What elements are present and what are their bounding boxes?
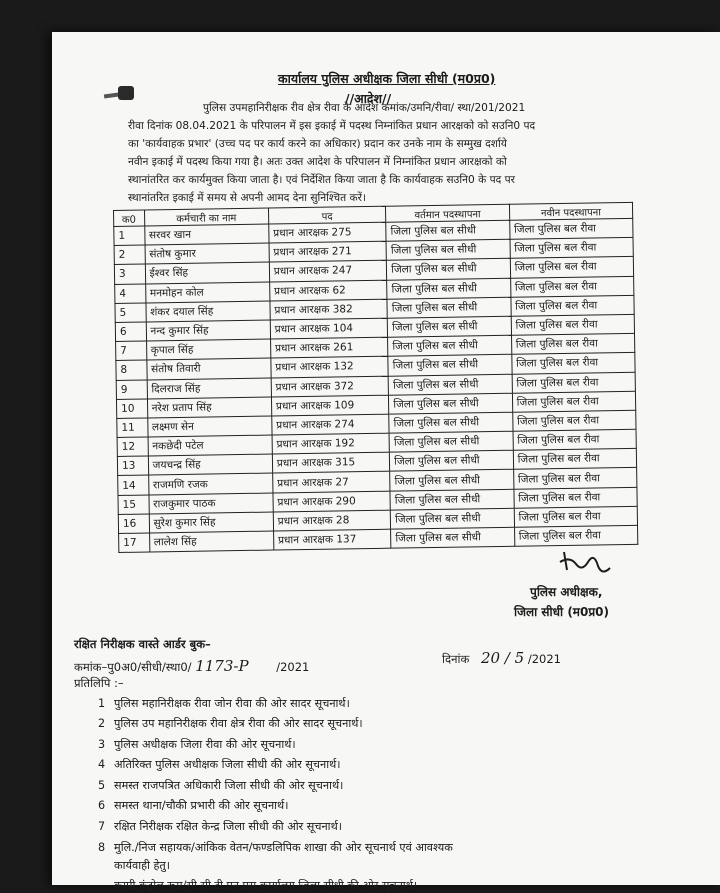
current-posting-cell: जिला पुलिस बल सीधी <box>388 374 512 395</box>
name-cell: लक्ष्मण सेन <box>147 416 272 437</box>
distribution-text: पुलिस अधीक्षक जिला रीवा की ओर सूचनार्थ। <box>114 738 296 751</box>
distribution-number: 2 <box>98 717 106 730</box>
current-posting-cell: जिला पुलिस बल सीधी <box>387 259 511 280</box>
distribution-text: मुलि./निज सहायक/आंकिक वेतन/फण्डलिपिक शाखा की ओर सूचनार्थ एवं आवश्यक <box>114 841 453 854</box>
body-line: स्थानांतरित इकाई में समय से अपनी आमद देना सुनिश्चित करें। <box>128 192 366 204</box>
name-cell: कृपाल सिंह <box>146 339 271 360</box>
current-posting-cell: जिला पुलिस बल सीधी <box>389 431 513 452</box>
new-posting-cell: जिला पुलिस बल रीवा <box>510 276 634 297</box>
distribution-text: कार्यवाही हेतु। <box>114 859 171 872</box>
new-posting-cell: जिला पुलिस बल रीवा <box>510 238 634 259</box>
name-cell: मनमोहन कोल <box>145 282 270 303</box>
body-line: स्थानांतरित कर कार्यमुक्त किया जाता है। एवं निर्देशित किया जाता है कि कार्यवाहक सउनि0 के पद पर <box>128 174 515 186</box>
serial-cell: 9 <box>116 379 147 399</box>
distribution-item <box>98 737 296 752</box>
serial-cell: 7 <box>116 341 147 361</box>
new-posting-cell: जिला पुलिस बल रीवा <box>513 468 637 489</box>
distribution-number: 5 <box>98 779 106 792</box>
endorsement-heading: रक्षित निरीक्षक वास्ते आर्डर बुक– <box>74 637 211 651</box>
body-line: रीवा दिनांक 08.04.2021 के परिपालन में इस इकाई में पदस्थ निम्नांकित प्रधान आरक्षको को सउनि0 पद <box>128 120 536 132</box>
name-cell: राजमणि रजक <box>148 473 273 494</box>
serial-cell: 16 <box>118 514 149 534</box>
new-posting-cell: जिला पुलिस बल रीवा <box>510 257 634 278</box>
new-posting-cell: जिला पुलिस बल रीवा <box>514 506 638 527</box>
date-label: दिनांक <box>442 652 470 666</box>
serial-cell: 1 <box>114 226 145 246</box>
current-posting-cell: जिला पुलिस बल सीधी <box>389 393 513 414</box>
body-line: पुलिस उपमहानिरीक्षक रीव क्षेत्र रीवा के आदेश कमांक/उमनि/रीवा/ स्था/201/2021 <box>203 102 526 114</box>
endorsement-date <box>442 649 561 667</box>
serial-cell: 12 <box>117 437 148 457</box>
number-prefix: कमांक–पु0अ0/सीधी/स्था0/ <box>74 660 192 674</box>
post-cell: प्रधान आरक्षक 290 <box>273 491 391 512</box>
current-posting-cell: जिला पुलिस बल सीधी <box>386 239 510 260</box>
serial-cell: 11 <box>117 418 148 438</box>
name-cell: राजकुमार पाठक <box>149 493 274 514</box>
serial-cell: 15 <box>118 495 149 515</box>
post-cell: प्रधान आरक्षक 109 <box>271 395 389 416</box>
current-posting-cell: जिला पुलिस बल सीधी <box>390 470 514 491</box>
post-cell: प्रधान आरक्षक 132 <box>271 357 389 378</box>
new-posting-cell: जिला पुलिस बल रीवा <box>509 218 633 239</box>
name-cell: संतोष कुमार <box>145 243 270 264</box>
new-posting-cell: जिला पुलिस बल रीवा <box>511 314 635 335</box>
post-cell: प्रधान आरक्षक 62 <box>269 280 387 301</box>
new-posting-cell: जिला पुलिस बल रीवा <box>512 391 636 412</box>
post-cell: प्रधान आरक्षक 104 <box>270 318 388 339</box>
name-cell: जयचन्द्र सिंह <box>148 454 273 475</box>
paper-clip <box>118 86 134 100</box>
handwritten-signature <box>558 548 618 582</box>
distribution-text: समस्त राजपत्रित अधिकारी जिला सीधी की ओर सूचनार्थ। <box>114 779 344 792</box>
col-header: वर्तमान पदस्थापना <box>386 204 510 222</box>
new-posting-cell: जिला पुलिस बल रीवा <box>512 353 636 374</box>
distribution-item <box>98 819 342 834</box>
distribution-text: अतिरिक्त पुलिस अधीक्षक जिला सीधी की ओर सूचनार्थ। <box>114 758 341 771</box>
new-posting-cell: जिला पुलिस बल रीवा <box>512 372 636 393</box>
current-posting-cell: जिला पुलिस बल सीधी <box>386 220 510 241</box>
post-cell: प्रधान आरक्षक 261 <box>270 337 388 358</box>
name-cell: ईश्वर सिंह <box>145 262 270 283</box>
serial-cell: 14 <box>118 475 149 495</box>
post-cell: प्रधान आरक्षक 27 <box>272 472 390 493</box>
serial-cell: 10 <box>116 399 147 419</box>
current-posting-cell: जिला पुलिस बल सीधी <box>390 489 514 510</box>
signature-title: पुलिस अधीक्षक, <box>530 585 603 599</box>
serial-cell: 13 <box>117 456 148 476</box>
serial-cell: 8 <box>116 360 147 380</box>
post-cell: प्रधान आरक्षक 382 <box>270 299 388 320</box>
handwritten-date: 20 / 5 <box>480 649 525 667</box>
col-header: पद <box>268 206 386 224</box>
distribution-number: 8 <box>98 841 106 854</box>
distribution-number: 6 <box>98 799 106 812</box>
post-cell: प्रधान आरक्षक 372 <box>271 376 389 397</box>
distribution-text: कम्पी कंट्रोल रूम/सी.सी.टी.एन.एस कार्यालय जिला सीधी की ओर सूचनार्थ। <box>114 879 418 892</box>
current-posting-cell: जिला पुलिस बल सीधी <box>388 355 512 376</box>
date-year: /2021 <box>527 652 561 666</box>
distribution-text: रक्षित निरीक्षक रक्षित केन्द्र जिला सीधी की ओर सूचनार्थ। <box>114 820 342 833</box>
new-posting-cell: जिला पुलिस बल रीवा <box>511 333 635 354</box>
distribution-item <box>98 696 350 711</box>
name-cell: सरवर खान <box>144 224 269 245</box>
serial-cell: 5 <box>115 303 146 323</box>
distribution-text: पुलिस उप महानिरीक्षक रीवा क्षेत्र रीवा की ओर सादर सूचनार्थ। <box>114 717 363 730</box>
distribution-number: 7 <box>98 820 106 833</box>
serial-cell: 3 <box>114 264 145 284</box>
signature-office: जिला सीधी (म0प्र0) <box>514 605 609 619</box>
transfer-table <box>113 202 638 553</box>
name-cell: नकछेदी पटेल <box>148 435 273 456</box>
current-posting-cell: जिला पुलिस बल सीधी <box>390 450 514 471</box>
distribution-number: 3 <box>98 738 106 751</box>
endorsement-number <box>74 657 309 675</box>
post-cell: प्रधान आरक्षक 271 <box>269 241 387 262</box>
distribution-item <box>98 798 288 813</box>
serial-cell: 2 <box>114 245 145 265</box>
name-cell: दिलराज सिंह <box>147 378 272 399</box>
new-posting-cell: जिला पुलिस बल रीवा <box>514 487 638 508</box>
distribution-text: समस्त थाना/चौकी प्रभारी की ओर सूचनार्थ। <box>114 799 289 812</box>
post-cell: प्रधान आरक्षक 247 <box>269 261 387 282</box>
post-cell: प्रधान आरक्षक 274 <box>272 414 390 435</box>
current-posting-cell: जिला पुलिस बल सीधी <box>388 335 512 356</box>
post-cell: प्रधान आरक्षक 192 <box>272 433 390 454</box>
col-header: नवीन पदस्थापना <box>509 202 633 220</box>
new-posting-cell: जिला पुलिस बल रीवा <box>513 449 637 470</box>
col-header: कर्मचारी का नाम <box>144 208 268 226</box>
name-cell: शंकर दयाल सिंह <box>146 301 271 322</box>
number-year: /2021 <box>276 660 310 674</box>
current-posting-cell: जिला पुलिस बल सीधी <box>389 412 513 433</box>
new-posting-cell: जिला पुलिस बल रीवा <box>513 429 637 450</box>
distribution-item <box>98 778 343 793</box>
copy-label: प्रतिलिपि :– <box>74 676 124 690</box>
distribution-item <box>98 858 170 873</box>
distribution-item <box>98 757 341 772</box>
serial-cell: 17 <box>119 533 150 553</box>
new-posting-cell: जिला पुलिस बल रीवा <box>514 525 638 546</box>
distribution-number: 4 <box>98 758 106 771</box>
current-posting-cell: जिला पुलिस बल सीधी <box>390 508 514 529</box>
serial-cell: 4 <box>115 284 146 304</box>
new-posting-cell: जिला पुलिस बल रीवा <box>511 295 635 316</box>
name-cell: नरेश प्रताप सिंह <box>147 397 272 418</box>
handwritten-number: 1173-P <box>195 657 249 675</box>
current-posting-cell: जिला पुलिस बल सीधी <box>391 527 515 548</box>
current-posting-cell: जिला पुलिस बल सीधी <box>387 297 511 318</box>
name-cell: सुरेश कुमार सिंह <box>149 512 274 533</box>
name-cell: संतोष तिवारी <box>146 358 271 379</box>
col-header: क0 <box>114 210 145 226</box>
distribution-number: 1 <box>98 697 106 710</box>
office-heading: कार्यालय पुलिस अधीक्षक जिला सीधी (म0प्र0) <box>278 71 496 86</box>
distribution-item <box>98 716 363 731</box>
current-posting-cell: जिला पुलिस बल सीधी <box>387 316 511 337</box>
current-posting-cell: जिला पुलिस बल सीधी <box>387 278 511 299</box>
distribution-item <box>98 840 453 855</box>
distribution-text: पुलिस महानिरीक्षक रीवा जोन रीवा की ओर सादर सूचनार्थ। <box>114 697 350 710</box>
body-line: का 'कार्यवाहक प्रभार' (उच्च पद पर कार्य करने का अधिकार) प्रदान कर उनके नाम के सम्मुख दर्शाये <box>128 138 507 150</box>
post-cell: प्रधान आरक्षक 315 <box>272 452 390 473</box>
post-cell: प्रधान आरक्षक 137 <box>273 529 391 550</box>
name-cell: नन्द कुमार सिंह <box>146 320 271 341</box>
distribution-item <box>98 878 417 893</box>
serial-cell: 6 <box>115 322 146 342</box>
order-label: //आदेश// <box>345 91 392 106</box>
new-posting-cell: जिला पुलिस बल रीवा <box>512 410 636 431</box>
post-cell: प्रधान आरक्षक 275 <box>269 222 387 243</box>
post-cell: प्रधान आरक्षक 28 <box>273 510 391 531</box>
body-line: नवीन इकाई में पदस्थ किया गया है। अतः उक्त आदेश के परिपालन में निम्नांकित प्रधान आरक्षको को <box>128 156 507 168</box>
name-cell: लालेश सिंह <box>149 531 274 552</box>
